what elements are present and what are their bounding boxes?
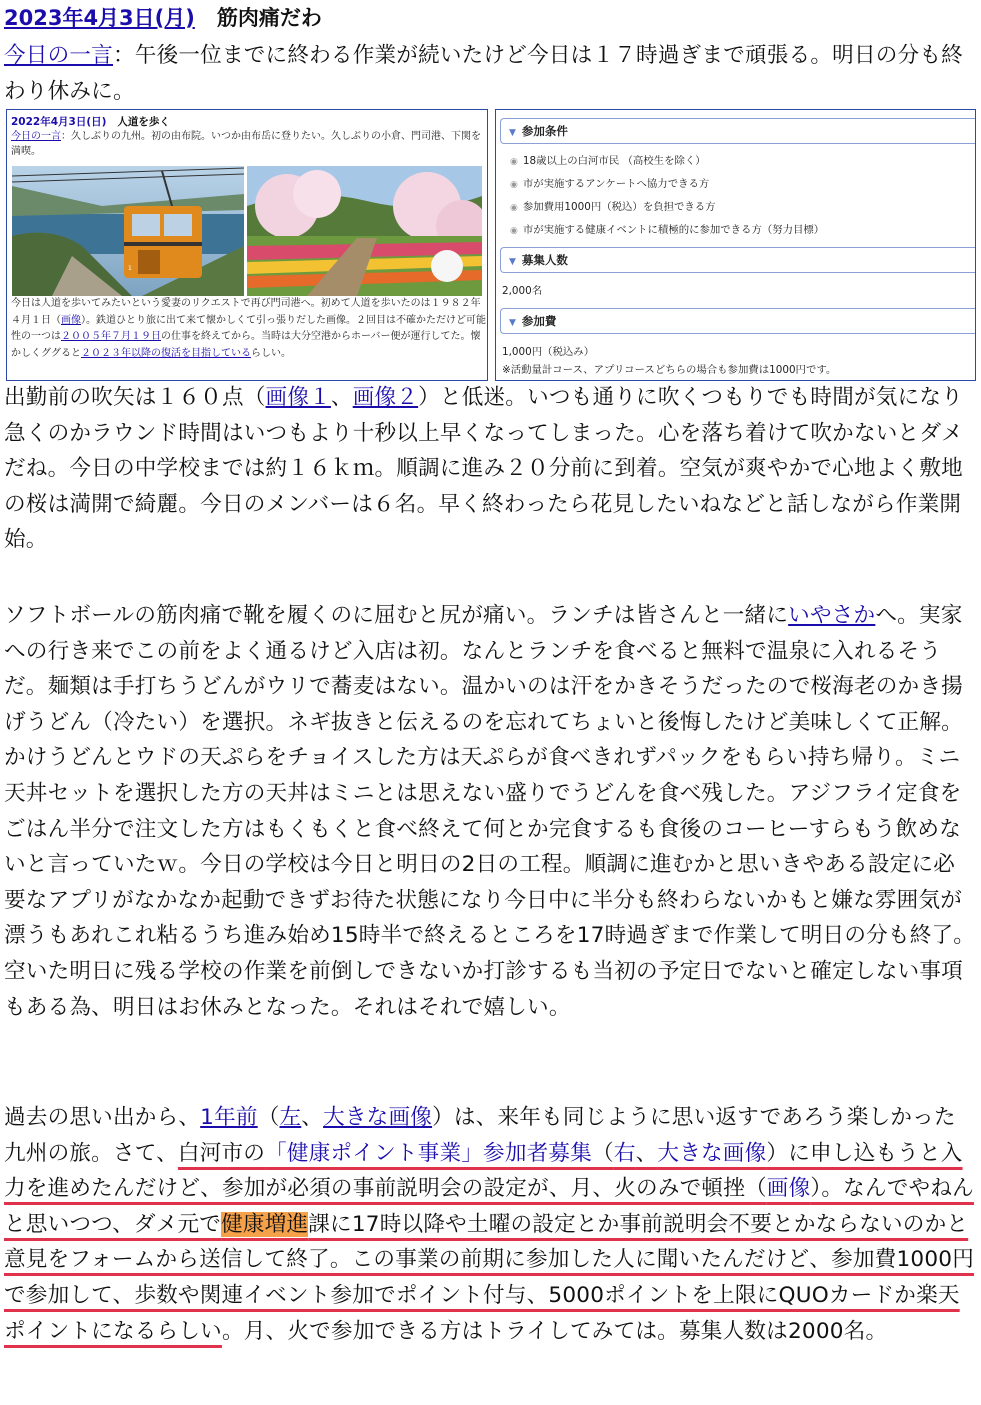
condition-item xyxy=(510,196,824,219)
recruit-count-heading xyxy=(500,247,976,273)
image-link[interactable]: 画像 xyxy=(766,1176,811,1202)
condition-item xyxy=(510,173,824,196)
flower-park-photo xyxy=(247,166,482,296)
thumb-entry-date: 2022年4月3日(日) xyxy=(11,116,107,128)
last-year-entry-thumbnail[interactable] xyxy=(6,109,488,381)
bullet-icon: ◉ xyxy=(510,203,518,213)
caption-text-1: 今日は人道を歩いてみたいという愛妻のリクエストで再び門司港へ。初めて人道を歩いたのは１９８２年４月１日（ xyxy=(11,298,481,326)
condition-item xyxy=(510,150,824,173)
p2-text-2: へ。実家への行き来でこの前をよく通るけど入店は初。なんとランチを食べると無料で温泉に入れるそうだ。麺類は手打ちうどんがウリで蕎麦はない。温かいのは汗をかきそうだったので桜海老のかき揚げうどん（冷たい）を選択。ネギ抜きと伝えるのを忘れてちょいと後悔したけど美味しくて正解。かけうどんとウドの天ぷらをチョイスした方は天ぷらが食べきれずパックをもらい持ち帰り。ミニ天丼セットを選択した方の天丼はミニとは思えない盛りでうどんを食べ残した。アジフライ定食をごはん半分で注文した方はもくもくと食べ終えて何とか完食するも食後のコーヒーすらもう飲めないと言っていたｗ。今日の学校は今日と明日の2日の工程。順調に進むかと思いきやある設定に必要なアプリがなかなか起動できずお待た状態になり今日中に半分も終わらないかもと嫌な雰囲気が漂うもあれこれ粘るうち進み始め15時半で終えるところを17時過ぎまで作業して明日の分も終了。空いた明日に残る学校の作業を前倒しできないか打診するも当初の予定日でないと確定しない事項もある為、明日はお休みとなった。それはそれで嬉しい。 xyxy=(4,603,976,1020)
recruit-count-value: 2,000名 xyxy=(502,285,543,297)
thumb-intro-text: ：久しぶりの九州。初の由布院。いつか由布岳に登りたい。久しぶりの小倉、門司港、下関を満喫。 xyxy=(11,131,481,157)
entry-date-link[interactable]: 2023年4月3日(月) xyxy=(4,6,195,30)
image2-link[interactable]: 画像２ xyxy=(352,385,419,410)
condition-text: 参加費用1000円（税込）を負担できる方 xyxy=(522,201,716,213)
bullet-icon: ◉ xyxy=(510,226,518,236)
fee-note: ※活動量計コース、アプリコースどちらの場合も参加費は1000円です。 xyxy=(502,364,837,376)
recruit-count-heading-text: 募集人数 xyxy=(521,253,568,267)
conditions-list xyxy=(510,150,824,242)
condition-text: 市が実施するアンケートへ協力できる方 xyxy=(522,178,710,190)
thumb-entry-header xyxy=(11,114,170,129)
thumb-caption xyxy=(11,296,487,362)
caption-text-4: らしい。 xyxy=(251,347,291,359)
fee-value: 1,000円（税込み） xyxy=(502,346,595,358)
p3-text-3: 、 xyxy=(301,1105,324,1130)
p3-text-1: 過去の思い出から、 xyxy=(4,1105,201,1130)
bullet-icon: ◉ xyxy=(510,180,518,190)
health-point-info-thumbnail[interactable] xyxy=(495,109,976,381)
bullet-icon: ◉ xyxy=(510,157,518,167)
underlined-text-3: 、 xyxy=(635,1140,658,1166)
entry-title: 筋肉痛だわ xyxy=(216,6,322,30)
caption-date-link: ２００５年７月１９日 xyxy=(61,331,161,343)
underlined-text-6: 課に17時以降や土曜の設定とか事前説明会不要とかならないのかと意見をフォームから送信して終了。この事業の前期に参加した人に聞いたんだけど、参加費1000円で参加して、歩数や関連イベント参加でポイント付与、5000ポイントを上限にQUOカードか楽天ポイントになるらしい xyxy=(4,1211,975,1344)
highlighted-text: 健康増進 xyxy=(221,1211,309,1237)
paragraph-lunch xyxy=(4,598,976,1025)
today-word-link[interactable]: 今日の一言 xyxy=(4,43,113,68)
underlined-text-4: ）に申し込もうと入力を進めたんだけど、参加が必須の事前説明会の設定が、月、火のみで頓挫（ xyxy=(4,1140,963,1202)
heading-marker-icon: ▼ xyxy=(509,257,516,267)
large-image-link[interactable]: 大きな画像 xyxy=(323,1105,433,1130)
condition-text: 18歳以上の白河市民 （高校生を除く） xyxy=(522,155,706,167)
image1-link[interactable]: 画像１ xyxy=(265,385,331,410)
condition-item xyxy=(510,219,824,242)
heading-marker-icon: ▼ xyxy=(509,318,516,328)
caption-image-link: 画像 xyxy=(61,314,81,326)
p1-text-1: 出勤前の吹矢は１６０点（ xyxy=(4,385,266,410)
p1-text-3: ）と低迷。いつも通りに吹くつもりでも時間が気になり急くのかラウンド時間はいつもより十秒以上早くなってしまった。心を落ち着けて吹かないとダメだね。今日の中学校までは約１６ｋｍ。順調に進み２０分前に到着。空気が爽やかで心地よく敷地の桜は満開で綺麗。今日のメンバーは６名。早く終わったら花見したいねなどと話しながら作業開始。 xyxy=(4,385,963,553)
left-link[interactable]: 左 xyxy=(279,1105,302,1130)
p3-text-4: ）は、来年も同じように思い返すであろう楽しかった九州の旅。さて、 xyxy=(4,1105,956,1166)
caption-text-3: の仕事を終えてから。当時は大分空港からホーバー便が運行してた。懐かしくググると xyxy=(11,331,481,359)
svg-text:1: 1 xyxy=(128,265,132,272)
conditions-heading xyxy=(500,118,976,144)
fee-heading-text: 参加費 xyxy=(521,314,557,328)
underlined-text-5: ）。なんでやねんと思いつつ、ダメ元で xyxy=(4,1176,974,1237)
thumb-today-word-link: 今日の一言 xyxy=(11,131,61,142)
p3-text-5: 。月、火で参加できる方はトライしてみては。募集人数は2000名。 xyxy=(221,1318,888,1344)
large-image-link-2[interactable]: 大きな画像 xyxy=(657,1140,767,1166)
p1-text-2: 、 xyxy=(330,385,353,410)
iyasaka-link[interactable]: いやさか xyxy=(788,603,876,628)
intro-text: ：午後一位までに終わる作業が続いたけど今日は１７時過ぎまで頑張る。明日の分も終わり休みに。 xyxy=(4,43,963,104)
caption-text-2: ）。鉄道ひとり旅に出て来て懐かしくて引っ張りだした画像。２回目は不確かただけど可能性の一つは xyxy=(11,314,486,343)
thumb-entry-title: 人道を歩く xyxy=(117,116,170,128)
caption-revival-link: ２０２３年以降の復活を目指している xyxy=(81,347,251,359)
intro-paragraph xyxy=(4,38,976,109)
underlined-text-1: 白河市の xyxy=(177,1140,266,1166)
underlined-text-2: （ xyxy=(592,1140,614,1166)
paragraph-memories xyxy=(4,1100,976,1349)
one-year-ago-link[interactable]: 1年前 xyxy=(200,1105,258,1130)
thumb-intro xyxy=(11,130,485,159)
p2-text-1: ソフトボールの筋肉痛で靴を履くのに屈むと尻が痛い。ランチは皆さんと一緒に xyxy=(4,603,789,628)
ropeway-photo xyxy=(12,166,244,296)
conditions-heading-text: 参加条件 xyxy=(521,124,568,138)
p3-text-2: （ xyxy=(257,1105,280,1130)
right-link[interactable]: 右 xyxy=(613,1140,636,1166)
flower-park-image xyxy=(247,166,482,296)
health-point-project-link[interactable]: 「健康ポイント事業」参加者募集 xyxy=(265,1140,593,1166)
heading-marker-icon: ▼ xyxy=(509,128,516,138)
paragraph-fukiya xyxy=(4,380,976,558)
fee-heading xyxy=(500,308,976,334)
condition-text: 市が実施する健康イベントに積極的に参加できる方（努力目標） xyxy=(522,224,825,236)
entry-header xyxy=(4,4,322,32)
ropeway-image xyxy=(12,166,244,296)
